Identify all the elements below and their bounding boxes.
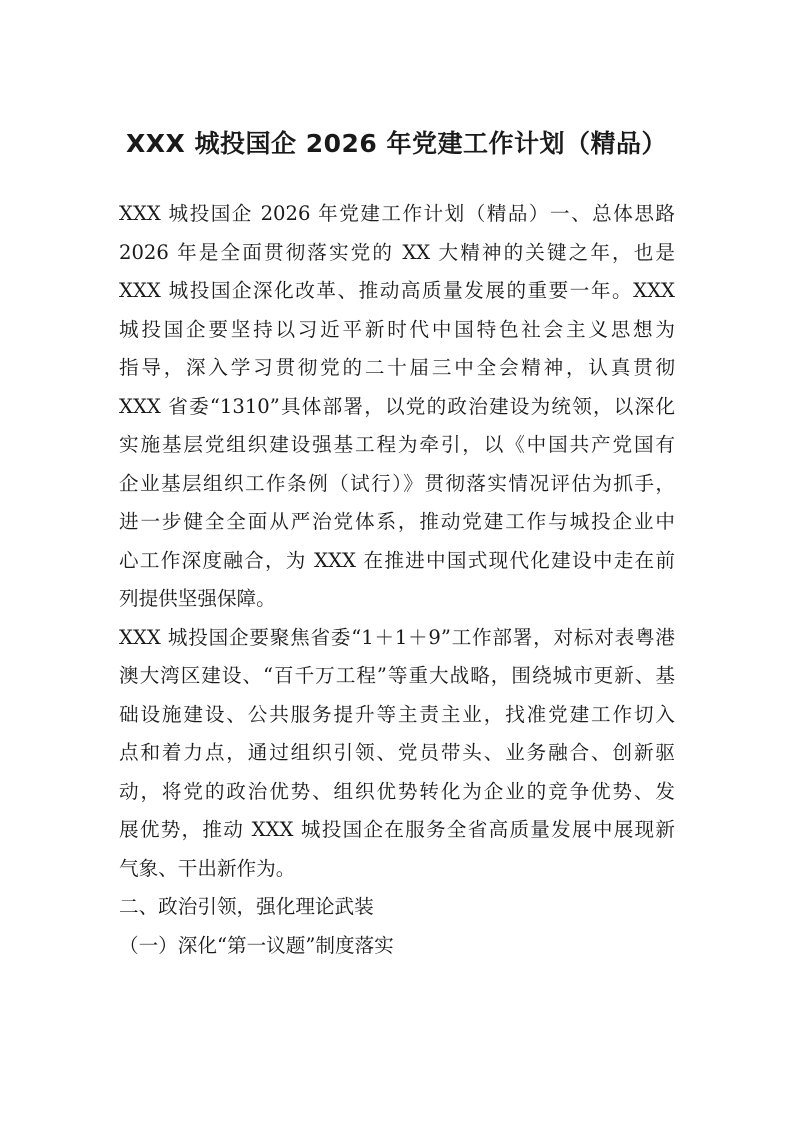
document-body [119, 195, 675, 965]
text-line: XXX 城投国企深化改革、推动高质量发展的重要一年。XXX [119, 279, 675, 302]
text-line: 础设施建设、公共服务提升等主责主业，找准党建工作切入 [119, 702, 675, 726]
text-line: 列提供坚强保障。 [119, 587, 276, 610]
text-line: XXX 城投国企 2026 年党建工作计划（精品）一、总体思路 [119, 202, 675, 225]
subsection-heading: （一）深化“第一议题”制度落实 [119, 933, 394, 957]
text-line: 动，将党的政治优势、组织优势转化为企业的竞争优势、发 [119, 779, 675, 803]
text-line: 指导，深入学习贯彻党的二十届三中全会精神，认真贯彻 [119, 356, 675, 379]
text-line: 心工作深度融合，为 XXX 在推进中国式现代化建设中走在前 [119, 548, 675, 572]
document-title: XXX 城投国企 2026 年党建工作计划（精品） [125, 129, 668, 158]
text-line: 展优势，推动 XXX 城投国企在服务全省高质量发展中展现新 [119, 818, 675, 841]
text-line: 点和着力点，通过组织引领、党员带头、业务融合、创新驱 [119, 741, 675, 764]
section-heading: 二、政治引领，强化理论武装 [119, 895, 374, 918]
text-line: XXX 城投国企要聚焦省委“1＋1＋9”工作部署，对标对表粤港 [119, 625, 675, 649]
text-line: 进一步健全全面从严治党体系，推动党建工作与城投企业中 [119, 510, 675, 533]
text-line: 城投国企要坚持以习近平新时代中国特色社会主义思想为 [119, 317, 675, 341]
text-line: XXX 省委“1310”具体部署，以党的政治建设为统领，以深化 [119, 394, 675, 418]
text-line: 实施基层党组织建设强基工程为牵引，以《中国共产党国有 [119, 433, 675, 456]
text-line: 澳大湾区建设、“百千万工程”等重大战略，围绕城市更新、基 [119, 664, 675, 687]
text-line: 企业基层组织工作条例（试行）》贯彻落实情况评估为抓手， [119, 471, 675, 495]
text-line: 2026 年是全面贯彻落实党的 XX 大精神的关键之年，也是 [119, 240, 675, 264]
text-line: 气象、干出新作为。 [119, 856, 296, 880]
